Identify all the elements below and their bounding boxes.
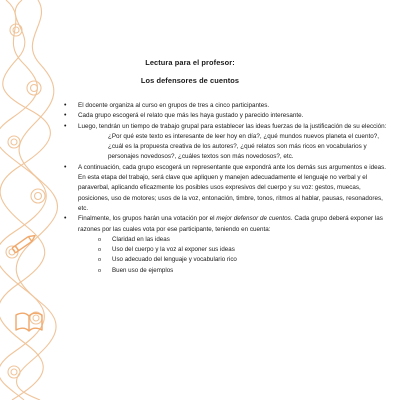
bullet5-text-end: . Cada grupo deberá exponer las razones por las cuales vota por ese participante, teniendo en cuenta:: [78, 215, 383, 233]
mejor-defensor-emphasis: mejor defensor de cuentos: [216, 215, 291, 223]
criteria-item: o Uso adecuado del lenguaje y vocabulario rico: [98, 255, 390, 265]
criteria-item: o Uso del cuerpo y la voz al exponer sus ideas: [98, 245, 390, 255]
list-item: • El docente organiza al curso en grupos de tres a cinco participantes.: [60, 101, 390, 111]
decorative-swirl-border: [0, 0, 62, 400]
criteria-item: o Buen uso de ejemplos: [98, 266, 390, 276]
list-item: • Luego, tendrán un tiempo de trabajo grupal para establecer las ideas fuerzas de la justificación de su elección:: [60, 122, 390, 132]
bullet5-text-start: Finalmente, los grupos harán una votación por el: [78, 215, 217, 223]
guiding-questions-text: ¿Por qué este texto es interesante de leer hoy en día?, ¿qué mundos nuevos planeta el cuento?, ¿cuál es la propuesta creativa de los autores?, ¿qué relatos son más ricos en vocabularios y personajes novedosos?, ¿cuáles textos son más novedosos?, etc.: [108, 132, 379, 161]
criteria-item: o Claridad en las ideas: [98, 235, 390, 245]
list-item: [60, 214, 390, 276]
document-subtitle: Los defensores de cuentos: [140, 76, 240, 85]
criteria-list: [78, 235, 390, 276]
instruction-list: [60, 101, 390, 276]
list-item: • A continuación, cada grupo escogerá un representante que expondrá ante los demás sus argumentos e ideas. En esta etapa del trabajo, será clave que apliquen y manejen adecuadamente el lenguaje no verbal y el paraverbal, aplicando eficazmente los posibles usos expresivos del cuerpo y su voz: gestos, muecas, posiciones, uso de motores; usos de la voz, entonación, timbre, tonos, ritmos al hablar, pausas, resonadores, etc.: [60, 163, 390, 214]
guiding-questions: [60, 132, 390, 163]
document-page: [60, 0, 394, 400]
list-item: • Cada grupo escogerá el relato que más les haya gustado y parecido interesante.: [60, 111, 390, 121]
document-title: Lectura para el profesor:: [145, 58, 235, 67]
